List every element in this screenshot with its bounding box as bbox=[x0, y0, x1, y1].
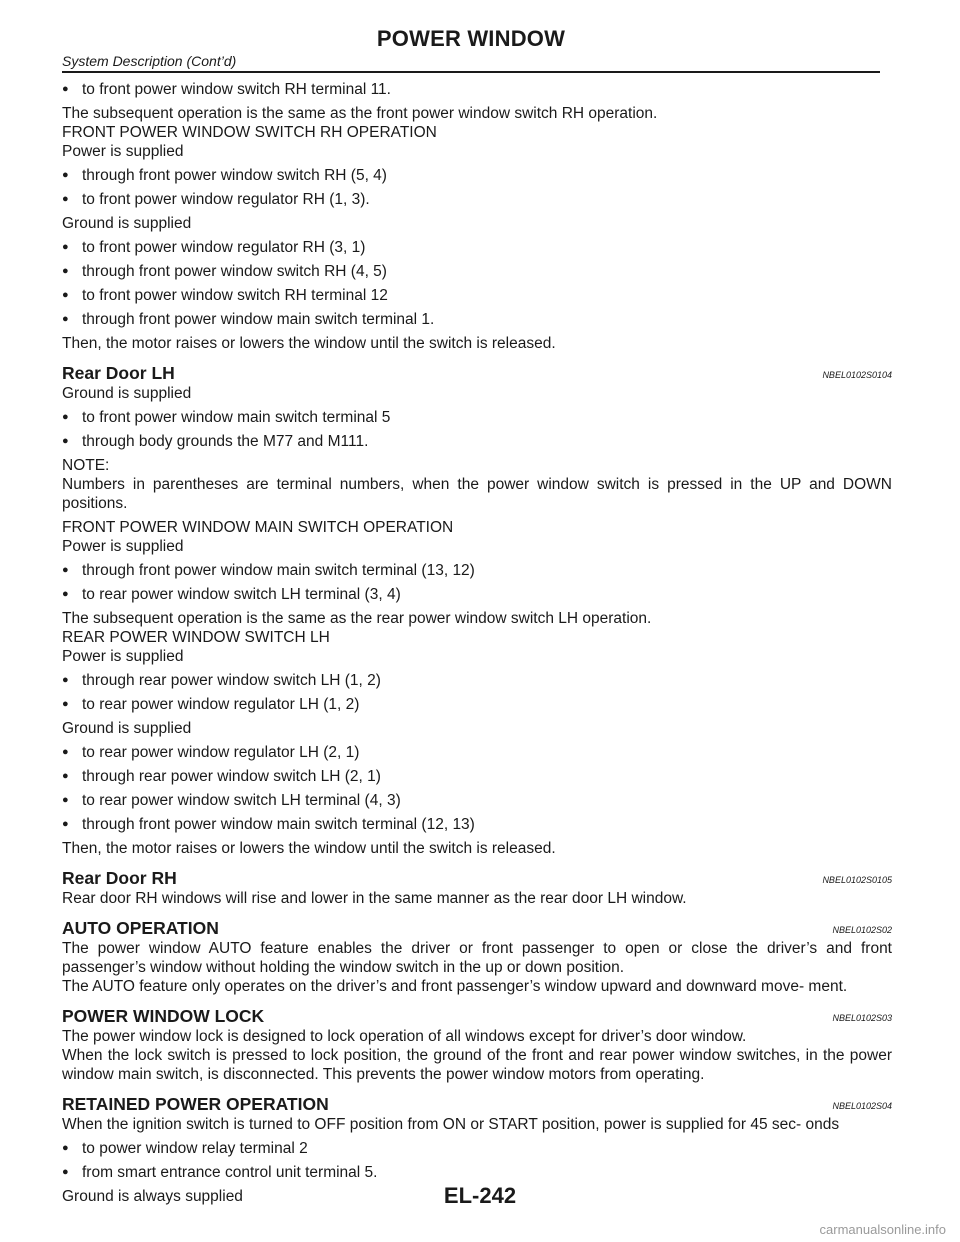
section-heading: Rear Door LH bbox=[62, 363, 175, 383]
bullet-item: ● through front power window main switch terminal 1. bbox=[62, 311, 435, 328]
bullet-item: ● to power window relay terminal 2 bbox=[62, 1140, 308, 1157]
bullet-item: ● through body grounds the M77 and M111. bbox=[62, 433, 369, 450]
paragraph: Ground is always supplied bbox=[62, 1188, 243, 1205]
paragraph: Then, the motor raises or lowers the window until the switch is released. bbox=[62, 335, 556, 352]
bullet-item: ● to front power window switch RH terminal 11. bbox=[62, 81, 391, 98]
bullet-icon: ● bbox=[62, 564, 69, 576]
page-header bbox=[62, 24, 880, 73]
paragraph: Ground is supplied bbox=[62, 720, 192, 737]
section-heading: RETAINED POWER OPERATION bbox=[62, 1094, 329, 1114]
section-ref-code: NBEL0102S03 bbox=[832, 1013, 892, 1023]
paragraph: FRONT POWER WINDOW MAIN SWITCH OPERATION bbox=[62, 519, 454, 536]
paragraph: Power is supplied bbox=[62, 648, 184, 665]
watermark: carmanualsonline.info bbox=[819, 1222, 946, 1237]
bullet-icon: ● bbox=[62, 83, 69, 95]
bullet-icon: ● bbox=[62, 674, 69, 686]
bullet-icon: ● bbox=[62, 770, 69, 782]
bullet-icon: ● bbox=[62, 289, 69, 301]
bullet-item: ● through front power window main switch terminal (12, 13) bbox=[62, 816, 475, 833]
paragraph: The AUTO feature only operates on the driver’s and front passenger’s window upward and downward move- ment. bbox=[62, 978, 848, 995]
bullet-item: ● through front power window switch RH (5, 4) bbox=[62, 167, 387, 184]
bullet-item: ● to rear power window regulator LH (2, 1) bbox=[62, 744, 360, 761]
section-power-window-lock bbox=[62, 1005, 892, 1027]
bullet-item: ● to front power window regulator RH (3, 1) bbox=[62, 239, 366, 256]
paragraph: When the ignition switch is turned to OFF position from ON or START position, power is supplied for 45 sec- onds bbox=[62, 1116, 840, 1133]
bullet-icon: ● bbox=[62, 1142, 69, 1154]
paragraph: Ground is supplied bbox=[62, 215, 192, 232]
bullet-icon: ● bbox=[62, 435, 69, 447]
bullet-icon: ● bbox=[62, 794, 69, 806]
page-number: EL-242 bbox=[443, 1183, 517, 1208]
section-ref-code: NBEL0102S04 bbox=[832, 1101, 892, 1111]
page-subtitle: System Description (Cont’d) bbox=[62, 53, 237, 69]
section-heading: AUTO OPERATION bbox=[62, 918, 219, 938]
section-heading: Rear Door RH bbox=[62, 868, 177, 888]
note-text: Numbers in parentheses are terminal numbers, when the power window switch is pressed in the UP and DOWN positions. bbox=[62, 476, 892, 512]
page-title: POWER WINDOW bbox=[376, 26, 566, 51]
paragraph: The power window AUTO feature enables the driver or front passenger to open or close the driver’s and front passenger’s window without holding the window switch in the up or down position. bbox=[62, 940, 892, 976]
note-label: NOTE: bbox=[62, 457, 110, 474]
section-ref-code: NBEL0102S0104 bbox=[822, 370, 892, 380]
bullet-item: ● through front power window main switch terminal (13, 12) bbox=[62, 562, 475, 579]
bullet-icon: ● bbox=[62, 313, 69, 325]
page-content bbox=[62, 80, 892, 1211]
paragraph: The subsequent operation is the same as the rear power window switch LH operation. bbox=[62, 610, 652, 627]
section-rear-door-lh bbox=[62, 362, 892, 384]
section-rear-door-rh bbox=[62, 867, 892, 889]
section-heading: POWER WINDOW LOCK bbox=[62, 1006, 265, 1026]
bullet-icon: ● bbox=[62, 588, 69, 600]
section-ref-code: NBEL0102S02 bbox=[832, 925, 892, 935]
paragraph: FRONT POWER WINDOW SWITCH RH OPERATION bbox=[62, 124, 437, 141]
paragraph: Rear door RH windows will rise and lower in the same manner as the rear door LH window. bbox=[62, 890, 687, 907]
bullet-item: ● to rear power window regulator LH (1, 2) bbox=[62, 696, 360, 713]
section-auto-operation bbox=[62, 917, 892, 939]
bullet-item: ● to front power window regulator RH (1, 3). bbox=[62, 191, 370, 208]
bullet-item: ● through front power window switch RH (4, 5) bbox=[62, 263, 387, 280]
bullet-icon: ● bbox=[62, 411, 69, 423]
paragraph: Power is supplied bbox=[62, 538, 184, 555]
paragraph: Then, the motor raises or lowers the window until the switch is released. bbox=[62, 840, 556, 857]
paragraph: Ground is supplied bbox=[62, 385, 192, 402]
bullet-item: ● through rear power window switch LH (1, 2) bbox=[62, 672, 381, 689]
bullet-icon: ● bbox=[62, 169, 69, 181]
header-rule bbox=[62, 71, 880, 73]
bullet-icon: ● bbox=[62, 698, 69, 710]
paragraph: When the lock switch is pressed to lock position, the ground of the front and rear power window switches, in the power window main switch, is disconnected. This prevents the power window motors from operating. bbox=[62, 1047, 892, 1083]
bullet-icon: ● bbox=[62, 241, 69, 253]
bullet-item: ● to front power window switch RH terminal 12 bbox=[62, 287, 388, 304]
paragraph: The subsequent operation is the same as the front power window switch RH operation. bbox=[62, 105, 658, 122]
bullet-item: ● to front power window main switch terminal 5 bbox=[62, 409, 391, 426]
section-retained-power-operation bbox=[62, 1093, 892, 1115]
paragraph: Power is supplied bbox=[62, 143, 184, 160]
bullet-item: ● from smart entrance control unit terminal 5. bbox=[62, 1164, 378, 1181]
bullet-icon: ● bbox=[62, 746, 69, 758]
bullet-item: ● to rear power window switch LH terminal (3, 4) bbox=[62, 586, 401, 603]
bullet-item: ● to rear power window switch LH terminal (4, 3) bbox=[62, 792, 401, 809]
bullet-icon: ● bbox=[62, 265, 69, 277]
bullet-icon: ● bbox=[62, 193, 69, 205]
bullet-icon: ● bbox=[62, 1166, 69, 1178]
paragraph: The power window lock is designed to lock operation of all windows except for driver’s door window. bbox=[62, 1028, 747, 1045]
bullet-icon: ● bbox=[62, 818, 69, 830]
paragraph: REAR POWER WINDOW SWITCH LH bbox=[62, 629, 330, 646]
bullet-item: ● through rear power window switch LH (2, 1) bbox=[62, 768, 381, 785]
section-ref-code: NBEL0102S0105 bbox=[822, 875, 892, 885]
